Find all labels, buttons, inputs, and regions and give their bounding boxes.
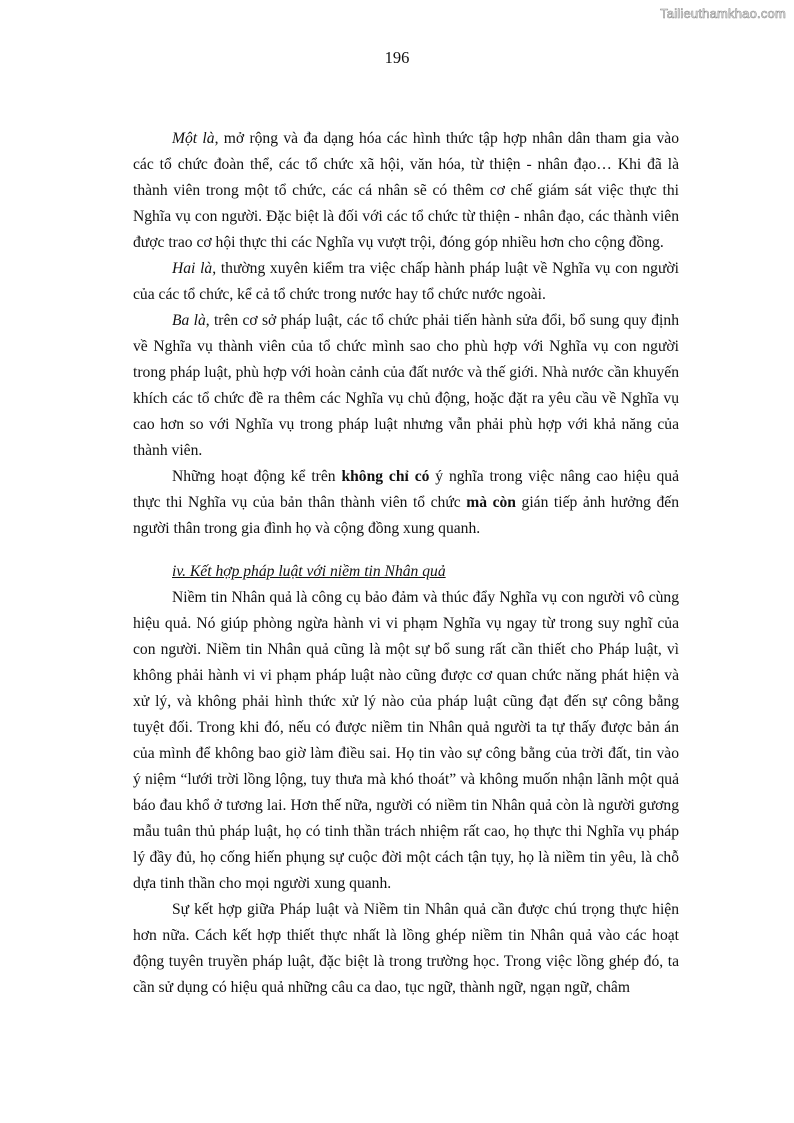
watermark: Tailieuthamkhao.com	[660, 6, 786, 21]
document-body	[133, 126, 679, 1001]
summary-text: ý nghĩa trong việc nâng cao hiệu quả thực thi Nghĩa vụ của bản thân thành viên tổ chức	[133, 468, 680, 511]
paragraph-summary	[133, 464, 679, 542]
paragraph-text: , mở rộng và đa dạng hóa các hình thức tập hợp nhân dân tham gia vào các tổ chức đoàn thể, các tổ chức xã hội, văn hóa, từ thiện - nhân đạo… Khi đã là thành viên trong một tổ chức, các cá nhân sẽ có thêm cơ chế giám sát việc thực thi Nghĩa vụ con người. Đặc biệt là đối với các tổ chức từ thiện - nhân đạo, các thành viên được trao cơ hội thực thi các Nghĩa vụ vượt trội, đóng góp nhiều hơn cho cộng đồng.	[133, 130, 679, 251]
page-number: 196	[384, 48, 410, 67]
paragraph-text: , thường xuyên kiểm tra việc chấp hành pháp luật về Nghĩa vụ con người của các tổ chức, kể cả tổ chức trong nước hay tổ chức nước ngoài.	[133, 260, 679, 303]
paragraph-ket-hop: Sự kết hợp giữa Pháp luật và Niềm tin Nhân quả cần được chú trọng thực hiện hơn nữa. Cách kết hợp thiết thực nhất là lồng ghép niềm tin Nhân quả vào các hoạt động tuyên truyền pháp luật, đặc biệt là trong trường học. Trong việc lồng ghép đó, ta cần sử dụng có hiệu quả những câu ca dao, tục ngữ, thành ngữ, ngạn ngữ, châm	[133, 901, 679, 996]
paragraph-ba-la	[133, 308, 679, 464]
summary-emphasis: mà còn	[466, 494, 516, 511]
summary-text: gián tiếp ảnh hưởng đến người thân trong gia đình họ và cộng đồng xung quanh.	[133, 494, 680, 537]
summary-text: Những hoạt động kể trên	[172, 468, 342, 485]
section-heading: iv. Kết hợp pháp luật với niềm tin Nhân quả	[172, 563, 446, 580]
paragraph-text: , trên cơ sở pháp luật, các tổ chức phải tiến hành sửa đổi, bổ sung quy định về Nghĩa vụ thành viên của tổ chức mình sao cho phù hợp với Nghĩa vụ con người trong pháp luật, phù hợp với hoàn cảnh của đất nước và thế giới. Nhà nước cần khuyến khích các tổ chức đề ra thêm các Nghĩa vụ chủ động, hoặc đặt ra yêu cầu về Nghĩa vụ cao hơn so với Nghĩa vụ trong pháp luật nhưng vẫn phải phù hợp với khả năng của thành viên.	[133, 312, 679, 459]
summary-emphasis: không chỉ có	[341, 468, 430, 485]
paragraph-lead: Một là	[172, 130, 215, 147]
paragraph-lead: Ba là	[172, 312, 206, 329]
paragraph-mot-la	[133, 126, 679, 256]
paragraph-nhan-qua: Niềm tin Nhân quả là công cụ bảo đảm và thúc đẩy Nghĩa vụ con người vô cùng hiệu quả. Nó giúp phòng ngừa hành vi vi phạm Nghĩa vụ ngay từ trong suy nghĩ của con người. Niềm tin Nhân quả cũng là một sự bổ sung rất cần thiết cho Pháp luật, vì không phải hành vi vi phạm pháp luật nào cũng được cơ quan chức năng phát hiện và xử lý, và không phải hình thức xử lý nào của pháp luật cũng đạt đến sự công bằng tuyệt đối. Trong khi đó, nếu có được niềm tin Nhân quả người ta tự thấy được bản án của mình để không bao giờ làm điều sai. Họ tin vào sự công bằng của trời đất, tin vào ý niệm “lưới trời lồng lộng, tuy thưa mà khó thoát” và không muốn nhận lãnh một quả báo đau khổ ở tương lai. Hơn thế nữa, người có niềm tin Nhân quả còn là người gương mẫu tuân thủ pháp luật, họ có tinh thần trách nhiệm rất cao, họ thực thi Nghĩa vụ pháp lý đầy đủ, họ cống hiến phụng sự cuộc đời một cách tận tụy, họ là niềm tin yêu, là chỗ dựa tinh thần cho mọi người xung quanh.	[133, 589, 679, 892]
paragraph-lead: Hai là	[172, 260, 213, 277]
paragraph-hai-la	[133, 256, 679, 308]
